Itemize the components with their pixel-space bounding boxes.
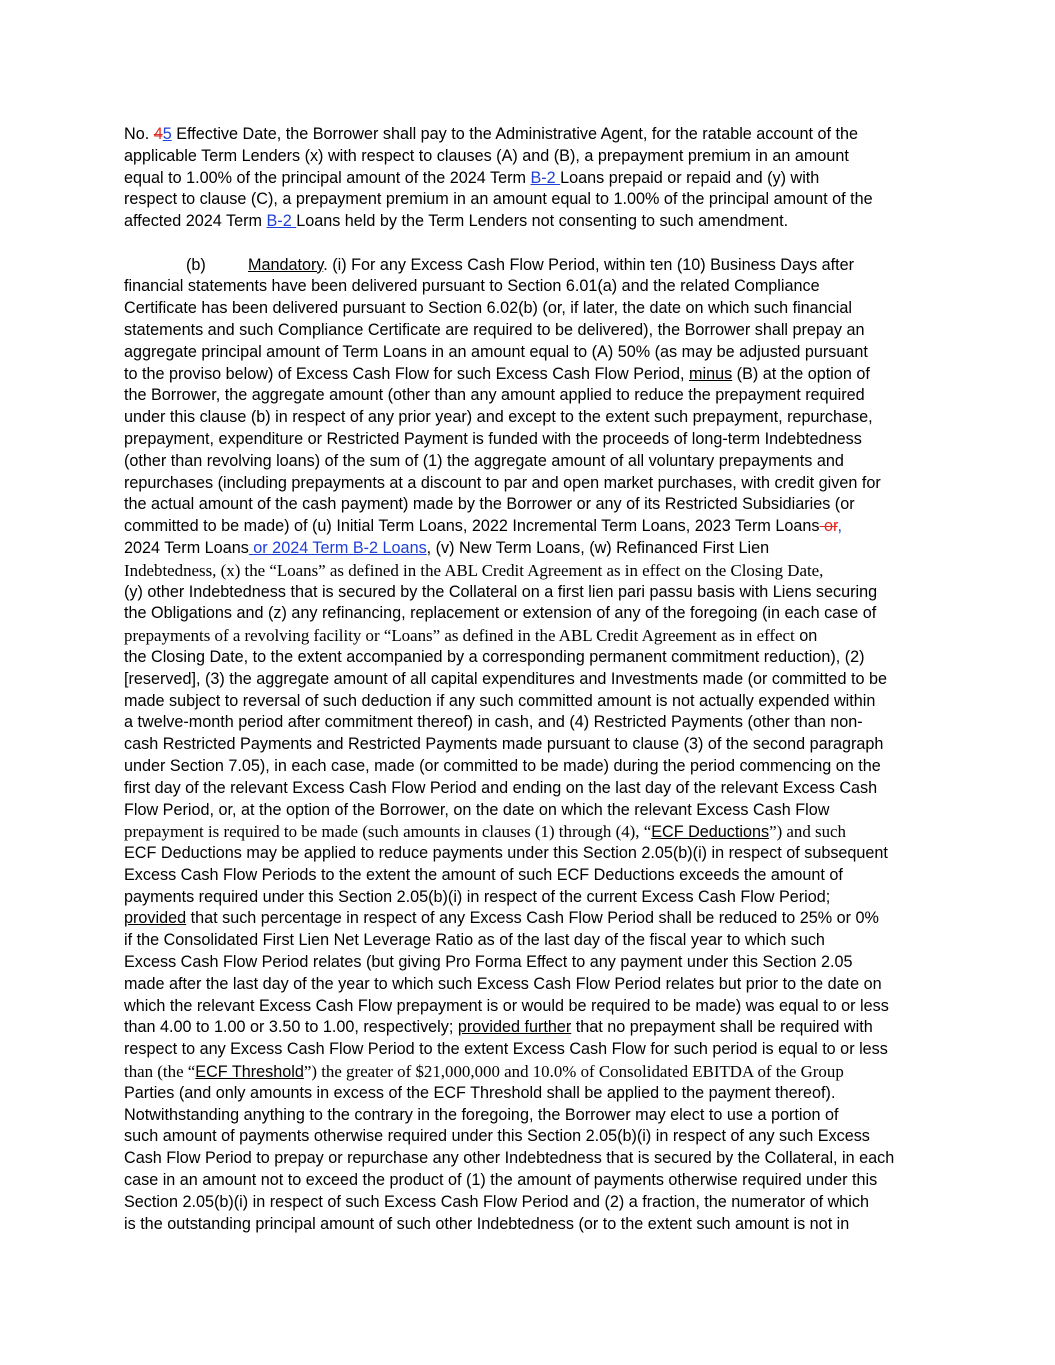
text-run: , (v) New Term Loans, (w) Refinanced First Lien bbox=[426, 538, 770, 557]
text-line: case in an amount not to exceed the product of (1) the amount of payments otherwise required under this bbox=[124, 1171, 878, 1190]
text-line: (other than revolving loans) of the sum of (1) the aggregate amount of all voluntary prepayments and bbox=[124, 451, 844, 470]
text-line: is the outstanding principal amount of such other Indebtedness (or to the extent such amount is not in bbox=[124, 1214, 850, 1233]
text-line: Cash Flow Period to prepay or repurchase any other Indebtedness that is secured by the Collateral, in each bbox=[124, 1149, 895, 1168]
text-line: Excess Cash Flow Periods to the extent the amount of such ECF Deductions exceeds the amount of bbox=[124, 865, 843, 884]
text-line: Certificate has been delivered pursuant to Section 6.02(b) (or, if later, the date on which such financial bbox=[124, 299, 852, 318]
text-run: on bbox=[794, 627, 818, 646]
text-run: prepayments of a revolving facility or “Loans” as defined in the ABL Credit Agreement as in effect bbox=[124, 626, 795, 646]
text-line bbox=[124, 124, 934, 146]
defined-term: ECF Deductions bbox=[651, 823, 770, 842]
inserted-text: B-2 bbox=[266, 212, 297, 231]
text-run: equal to 1.00% of the principal amount of the 2024 Term bbox=[124, 168, 531, 187]
text-line bbox=[124, 211, 934, 233]
text-line: the Closing Date, to the extent accompanied by a corresponding permanent commitment reduction), (2) bbox=[124, 647, 865, 666]
paragraph-spacer bbox=[124, 233, 934, 255]
text-line: made subject to reversal of such deduction if any such committed amount is not actually expended within bbox=[124, 691, 876, 710]
text-line: respect to clause (C), a prepayment premium in an amount equal to 1.00% of the principal amount of the bbox=[124, 190, 873, 209]
deleted-text: or bbox=[819, 517, 838, 536]
paragraph-a bbox=[124, 124, 934, 233]
text-run: ”) and such bbox=[769, 822, 846, 842]
text-line: aggregate principal amount of Term Loans in an amount equal to (A) 50% (as may be adjusted pursuant bbox=[124, 342, 868, 361]
text-line: the Borrower, the aggregate amount (other than any amount applied to reduce the prepayment required bbox=[124, 386, 865, 405]
deleted-text: 4 bbox=[153, 125, 163, 143]
text-line: cash Restricted Payments and Restricted Payments made pursuant to clause (3) of the second paragraph bbox=[124, 735, 884, 754]
text-line bbox=[124, 821, 934, 843]
text-line bbox=[124, 516, 934, 538]
text-line bbox=[124, 625, 934, 647]
text-line bbox=[124, 908, 934, 930]
text-run: (B) at the option of bbox=[732, 364, 870, 383]
text-line: repurchases (including prepayments at a discount to par and open market purchases, with credit given for bbox=[124, 473, 881, 492]
inserted-text: , bbox=[837, 517, 843, 536]
text-line: statements and such Compliance Certificate are required to be delivered), the Borrower shall prepay an bbox=[124, 320, 865, 339]
text-line bbox=[124, 168, 934, 190]
text-run: . (i) For any Excess Cash Flow Period, within ten (10) Business Days after bbox=[323, 255, 855, 274]
text-line: ECF Deductions may be applied to reduce payments under this Section 2.05(b)(i) in respect of subsequent bbox=[124, 844, 888, 863]
text-run: committed to be made) of (u) Initial Term Loans, 2022 Incremental Term Loans, 2023 Term Loans bbox=[124, 517, 820, 536]
text-run: ”) the greater of $21,000,000 and 10.0% of Consolidated EBITDA of the Group bbox=[303, 1062, 844, 1082]
text-run: affected 2024 Term bbox=[124, 212, 267, 231]
text-line bbox=[124, 255, 934, 277]
text-line: (y) other Indebtedness that is secured by the Collateral on a first lien pari passu basis with Liens securing bbox=[124, 582, 878, 601]
text-line bbox=[124, 538, 934, 560]
text-line: such amount of payments otherwise required under this Section 2.05(b)(i) in respect of any such Excess bbox=[124, 1127, 870, 1146]
text-line: a twelve-month period after commitment thereof) in cash, and (4) Restricted Payments (other than non- bbox=[124, 713, 863, 732]
text-line: made after the last day of the year to which such Excess Cash Flow Period relates but prior to the date on bbox=[124, 974, 882, 993]
text-line: under Section 7.05), in each case, made (or committed to be made) during the period commencing on the bbox=[124, 756, 881, 775]
text-line: the actual amount of the cash payment) made by the Borrower or any of its Restricted Subsidiaries (or bbox=[124, 495, 855, 514]
text-line: if the Consolidated First Lien Net Leverage Ratio as of the last day of the fiscal year to which such bbox=[124, 931, 825, 950]
inserted-text: or 2024 Term B-2 Loans bbox=[248, 538, 427, 557]
text-run: 2024 Term Loans bbox=[124, 538, 249, 557]
underlined-term: provided bbox=[124, 909, 187, 928]
text-line: Parties (and only amounts in excess of the ECF Threshold shall be applied to the payment thereof). bbox=[124, 1083, 836, 1102]
text-line bbox=[124, 1061, 934, 1083]
text-line: Section 2.05(b)(i) in respect of such Excess Cash Flow Period and (2) a fraction, the numerator of which bbox=[124, 1192, 869, 1211]
text-line: Notwithstanding anything to the contrary in the foregoing, the Borrower may elect to use a portion of bbox=[124, 1105, 839, 1124]
text-line bbox=[124, 364, 934, 386]
text-run: that such percentage in respect of any Excess Cash Flow Period shall be reduced to 25% or 0% bbox=[186, 909, 879, 928]
text-line bbox=[124, 1017, 934, 1039]
text-line: respect to any Excess Cash Flow Period to the extent Excess Cash Flow for such period is equal to or less bbox=[124, 1040, 888, 1059]
text-line: financial statements have been delivered pursuant to Section 6.01(a) and the related Compliance bbox=[124, 277, 820, 296]
text-line: Excess Cash Flow Period relates (but giving Pro Forma Effect to any payment under this Section 2.05 bbox=[124, 953, 853, 972]
text-line: Indebtedness, (x) the “Loans” as defined in the ABL Credit Agreement as in effect on the Closing Date, bbox=[124, 560, 824, 580]
document-page bbox=[124, 124, 934, 1235]
inserted-text: 5 bbox=[162, 125, 172, 143]
inserted-text: B-2 bbox=[530, 168, 561, 187]
defined-term: ECF Threshold bbox=[195, 1063, 304, 1082]
text-run: to the proviso below) of Excess Cash Flow for such Excess Cash Flow Period, bbox=[124, 364, 689, 383]
text-line: under this clause (b) in respect of any prior year) and except to the extent such prepayment, repurchase, bbox=[124, 408, 873, 427]
underlined-term: minus bbox=[689, 364, 733, 383]
text-run: than 4.00 to 1.00 or 3.50 to 1.00, respectively; bbox=[124, 1018, 458, 1037]
text-run: Loans held by the Term Lenders not consenting to such amendment. bbox=[296, 212, 789, 231]
text-run: No. bbox=[124, 125, 154, 143]
text-line: prepayment, expenditure or Restricted Payment is funded with the proceeds of long-term Indebtedness bbox=[124, 429, 862, 448]
text-line: [reserved], (3) the aggregate amount of all capital expenditures and Investments made (or committed to be bbox=[124, 669, 888, 688]
text-run: Loans prepaid or repaid and (y) with bbox=[560, 168, 820, 187]
text-run: that no prepayment shall be required with bbox=[571, 1018, 873, 1037]
text-line: applicable Term Lenders (x) with respect to clauses (A) and (B), a prepayment premium in an amount bbox=[124, 146, 849, 165]
text-line: Flow Period, or, at the option of the Borrower, on the date on which the relevant Excess Cash Flow bbox=[124, 800, 830, 819]
text-line: which the relevant Excess Cash Flow prepayment is or would be required to be made) was equal to or less bbox=[124, 996, 889, 1015]
text-run: than (the “ bbox=[124, 1062, 196, 1082]
text-run: prepayment is required to be made (such amounts in clauses (1) through (4), “ bbox=[124, 822, 652, 842]
text-line: payments required under this Section 2.05(b)(i) in respect of the current Excess Cash Flow Period; bbox=[124, 887, 831, 906]
clause-heading: Mandatory bbox=[248, 255, 324, 274]
text-line: the Obligations and (z) any refinancing, replacement or extension of any of the foregoing (in each case of bbox=[124, 604, 877, 623]
underlined-term: provided further bbox=[457, 1018, 572, 1037]
clause-label: (b) bbox=[186, 255, 206, 274]
text-run: Effective Date, the Borrower shall pay to the Administrative Agent, for the ratable account of the bbox=[171, 125, 858, 143]
text-line: first day of the relevant Excess Cash Flow Period and ending on the last day of the relevant Excess Cash bbox=[124, 778, 878, 797]
paragraph-b-mandatory bbox=[124, 255, 934, 1236]
